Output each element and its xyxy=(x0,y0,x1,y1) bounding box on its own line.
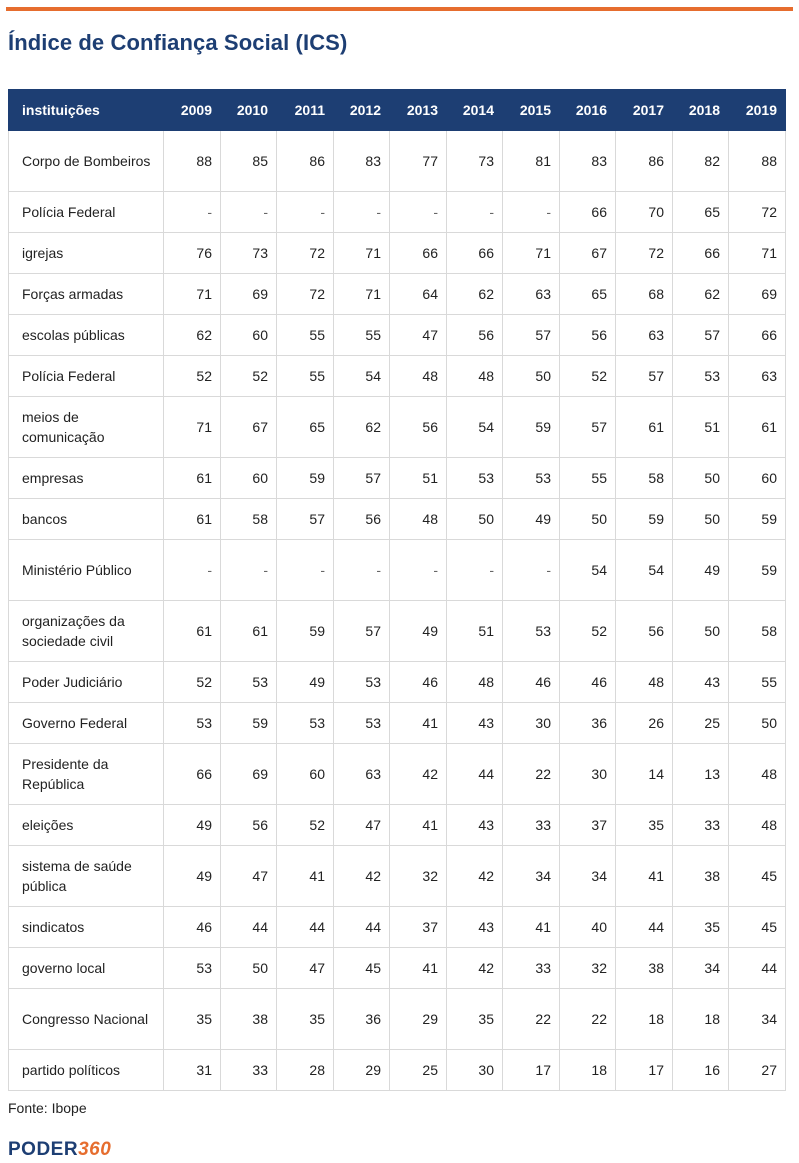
value-cell: 50 xyxy=(503,356,560,397)
value-cell: 60 xyxy=(277,744,334,805)
value-cell: 38 xyxy=(673,846,729,907)
value-cell: 62 xyxy=(673,274,729,315)
value-cell: 22 xyxy=(503,744,560,805)
value-cell: 61 xyxy=(221,601,277,662)
table-row xyxy=(9,233,786,274)
value-cell: 59 xyxy=(729,540,786,601)
value-cell: 41 xyxy=(616,846,673,907)
value-cell: 13 xyxy=(673,744,729,805)
value-cell: 18 xyxy=(673,989,729,1050)
value-cell: 60 xyxy=(221,315,277,356)
value-cell: 44 xyxy=(334,907,390,948)
value-cell: - xyxy=(164,540,221,601)
value-cell: 32 xyxy=(390,846,447,907)
value-cell: 30 xyxy=(560,744,616,805)
value-cell: 88 xyxy=(729,131,786,192)
value-cell: 43 xyxy=(447,805,503,846)
logo-text-poder: PODER xyxy=(8,1139,79,1160)
value-cell: 58 xyxy=(616,458,673,499)
value-cell: 62 xyxy=(334,397,390,458)
value-cell: 64 xyxy=(390,274,447,315)
value-cell: 58 xyxy=(729,601,786,662)
table-row xyxy=(9,274,786,315)
value-cell: 53 xyxy=(164,703,221,744)
value-cell: 55 xyxy=(277,356,334,397)
value-cell: 66 xyxy=(164,744,221,805)
value-cell: 71 xyxy=(164,274,221,315)
value-cell: 34 xyxy=(503,846,560,907)
value-cell: 71 xyxy=(729,233,786,274)
value-cell: 48 xyxy=(447,662,503,703)
value-cell: 45 xyxy=(334,948,390,989)
value-cell: 14 xyxy=(616,744,673,805)
value-cell: 41 xyxy=(277,846,334,907)
institution-name-cell: partido políticos xyxy=(9,1050,164,1091)
value-cell: 65 xyxy=(277,397,334,458)
table-row xyxy=(9,662,786,703)
table-row xyxy=(9,458,786,499)
institution-name-cell: Presidente da República xyxy=(9,744,164,805)
value-cell: 68 xyxy=(616,274,673,315)
column-header-year: 2009 xyxy=(164,90,221,131)
value-cell: 48 xyxy=(390,499,447,540)
value-cell: 34 xyxy=(673,948,729,989)
value-cell: 27 xyxy=(729,1050,786,1091)
value-cell: 50 xyxy=(447,499,503,540)
value-cell: 34 xyxy=(560,846,616,907)
value-cell: 30 xyxy=(503,703,560,744)
table-row xyxy=(9,397,786,458)
value-cell: - xyxy=(334,540,390,601)
value-cell: 35 xyxy=(616,805,673,846)
value-cell: 47 xyxy=(334,805,390,846)
value-cell: 56 xyxy=(616,601,673,662)
column-header-year: 2015 xyxy=(503,90,560,131)
value-cell: 18 xyxy=(560,1050,616,1091)
value-cell: 67 xyxy=(560,233,616,274)
value-cell: 72 xyxy=(277,233,334,274)
value-cell: 35 xyxy=(277,989,334,1050)
value-cell: 49 xyxy=(164,846,221,907)
value-cell: 81 xyxy=(503,131,560,192)
institution-name-cell: sistema de saúde pública xyxy=(9,846,164,907)
value-cell: 52 xyxy=(164,356,221,397)
value-cell: - xyxy=(277,540,334,601)
value-cell: 52 xyxy=(164,662,221,703)
value-cell: 50 xyxy=(673,499,729,540)
value-cell: 83 xyxy=(334,131,390,192)
value-cell: 61 xyxy=(729,397,786,458)
value-cell: 50 xyxy=(729,703,786,744)
value-cell: 35 xyxy=(673,907,729,948)
institution-name-cell: sindicatos xyxy=(9,907,164,948)
table-row xyxy=(9,192,786,233)
value-cell: 40 xyxy=(560,907,616,948)
value-cell: 69 xyxy=(729,274,786,315)
value-cell: 53 xyxy=(503,601,560,662)
value-cell: 44 xyxy=(221,907,277,948)
value-cell: 48 xyxy=(447,356,503,397)
value-cell: 41 xyxy=(390,948,447,989)
table-row xyxy=(9,356,786,397)
value-cell: 28 xyxy=(277,1050,334,1091)
value-cell: 50 xyxy=(221,948,277,989)
table-row xyxy=(9,989,786,1050)
institution-name-cell: Polícia Federal xyxy=(9,356,164,397)
value-cell: 54 xyxy=(447,397,503,458)
value-cell: 59 xyxy=(503,397,560,458)
value-cell: - xyxy=(277,192,334,233)
value-cell: 58 xyxy=(221,499,277,540)
value-cell: 41 xyxy=(390,703,447,744)
value-cell: 66 xyxy=(673,233,729,274)
table-row xyxy=(9,703,786,744)
value-cell: 49 xyxy=(673,540,729,601)
value-cell: 52 xyxy=(560,601,616,662)
value-cell: 66 xyxy=(447,233,503,274)
poder360-logo xyxy=(8,1139,111,1161)
value-cell: 86 xyxy=(616,131,673,192)
value-cell: 53 xyxy=(503,458,560,499)
value-cell: 38 xyxy=(616,948,673,989)
value-cell: 50 xyxy=(560,499,616,540)
value-cell: 55 xyxy=(277,315,334,356)
value-cell: 63 xyxy=(729,356,786,397)
table-row xyxy=(9,1050,786,1091)
value-cell: 67 xyxy=(221,397,277,458)
institution-name-cell: eleições xyxy=(9,805,164,846)
value-cell: 53 xyxy=(673,356,729,397)
value-cell: 42 xyxy=(334,846,390,907)
value-cell: 56 xyxy=(221,805,277,846)
value-cell: 41 xyxy=(503,907,560,948)
institution-name-cell: empresas xyxy=(9,458,164,499)
value-cell: 48 xyxy=(390,356,447,397)
table-row xyxy=(9,499,786,540)
value-cell: 42 xyxy=(447,948,503,989)
value-cell: 69 xyxy=(221,274,277,315)
value-cell: 47 xyxy=(221,846,277,907)
column-header-year: 2013 xyxy=(390,90,447,131)
institution-name-cell: bancos xyxy=(9,499,164,540)
top-accent-rule xyxy=(6,7,793,11)
table-row xyxy=(9,131,786,192)
value-cell: 43 xyxy=(673,662,729,703)
value-cell: - xyxy=(334,192,390,233)
value-cell: 47 xyxy=(277,948,334,989)
column-header-institutions: instituições xyxy=(9,90,164,131)
value-cell: 53 xyxy=(334,703,390,744)
value-cell: 51 xyxy=(673,397,729,458)
value-cell: 44 xyxy=(277,907,334,948)
ics-table xyxy=(8,89,786,1091)
value-cell: 46 xyxy=(560,662,616,703)
value-cell: 61 xyxy=(616,397,673,458)
table-row xyxy=(9,540,786,601)
value-cell: 30 xyxy=(447,1050,503,1091)
value-cell: 37 xyxy=(560,805,616,846)
value-cell: 83 xyxy=(560,131,616,192)
value-cell: 42 xyxy=(390,744,447,805)
value-cell: 22 xyxy=(560,989,616,1050)
value-cell: 59 xyxy=(616,499,673,540)
institution-name-cell: meios de comunicação xyxy=(9,397,164,458)
value-cell: 33 xyxy=(221,1050,277,1091)
value-cell: 49 xyxy=(390,601,447,662)
value-cell: 35 xyxy=(447,989,503,1050)
value-cell: 44 xyxy=(729,948,786,989)
value-cell: 60 xyxy=(221,458,277,499)
institution-name-cell: escolas públicas xyxy=(9,315,164,356)
value-cell: - xyxy=(503,192,560,233)
table-row xyxy=(9,315,786,356)
value-cell: 29 xyxy=(334,1050,390,1091)
value-cell: 36 xyxy=(560,703,616,744)
institution-name-cell: Polícia Federal xyxy=(9,192,164,233)
value-cell: 51 xyxy=(447,601,503,662)
value-cell: 73 xyxy=(447,131,503,192)
value-cell: 61 xyxy=(164,601,221,662)
value-cell: 48 xyxy=(729,805,786,846)
value-cell: 60 xyxy=(729,458,786,499)
value-cell: 48 xyxy=(616,662,673,703)
value-cell: 54 xyxy=(560,540,616,601)
value-cell: 55 xyxy=(729,662,786,703)
table-row xyxy=(9,948,786,989)
value-cell: 72 xyxy=(277,274,334,315)
column-header-year: 2019 xyxy=(729,90,786,131)
value-cell: 33 xyxy=(503,805,560,846)
institution-name-cell: Congresso Nacional xyxy=(9,989,164,1050)
value-cell: 53 xyxy=(277,703,334,744)
value-cell: 55 xyxy=(334,315,390,356)
value-cell: 22 xyxy=(503,989,560,1050)
value-cell: - xyxy=(390,540,447,601)
value-cell: 55 xyxy=(560,458,616,499)
value-cell: 53 xyxy=(447,458,503,499)
value-cell: 56 xyxy=(560,315,616,356)
value-cell: 53 xyxy=(334,662,390,703)
value-cell: - xyxy=(503,540,560,601)
value-cell: 50 xyxy=(673,601,729,662)
value-cell: 61 xyxy=(164,499,221,540)
value-cell: 34 xyxy=(729,989,786,1050)
column-header-year: 2017 xyxy=(616,90,673,131)
value-cell: 62 xyxy=(447,274,503,315)
value-cell: 71 xyxy=(164,397,221,458)
value-cell: 76 xyxy=(164,233,221,274)
value-cell: 72 xyxy=(729,192,786,233)
value-cell: 57 xyxy=(673,315,729,356)
value-cell: - xyxy=(390,192,447,233)
value-cell: 57 xyxy=(560,397,616,458)
value-cell: 50 xyxy=(673,458,729,499)
value-cell: 54 xyxy=(616,540,673,601)
value-cell: 65 xyxy=(673,192,729,233)
column-header-year: 2018 xyxy=(673,90,729,131)
value-cell: 63 xyxy=(503,274,560,315)
value-cell: 57 xyxy=(616,356,673,397)
value-cell: 44 xyxy=(616,907,673,948)
table-row xyxy=(9,601,786,662)
institution-name-cell: Poder Judiciário xyxy=(9,662,164,703)
value-cell: 66 xyxy=(390,233,447,274)
institution-name-cell: Corpo de Bombeiros xyxy=(9,131,164,192)
value-cell: 77 xyxy=(390,131,447,192)
table-row xyxy=(9,907,786,948)
value-cell: 45 xyxy=(729,907,786,948)
value-cell: 57 xyxy=(503,315,560,356)
column-header-year: 2010 xyxy=(221,90,277,131)
value-cell: 63 xyxy=(334,744,390,805)
value-cell: 38 xyxy=(221,989,277,1050)
value-cell: 47 xyxy=(390,315,447,356)
value-cell: 18 xyxy=(616,989,673,1050)
value-cell: 66 xyxy=(729,315,786,356)
ics-table-container xyxy=(8,89,785,1091)
value-cell: 54 xyxy=(334,356,390,397)
value-cell: 57 xyxy=(277,499,334,540)
value-cell: 33 xyxy=(673,805,729,846)
value-cell: 71 xyxy=(503,233,560,274)
value-cell: 65 xyxy=(560,274,616,315)
value-cell: 85 xyxy=(221,131,277,192)
value-cell: 36 xyxy=(334,989,390,1050)
source-note: Fonte: Ibope xyxy=(8,1100,87,1116)
value-cell: 49 xyxy=(503,499,560,540)
value-cell: 59 xyxy=(221,703,277,744)
institution-name-cell: Ministério Público xyxy=(9,540,164,601)
column-header-year: 2012 xyxy=(334,90,390,131)
institution-name-cell: organizações da sociedade civil xyxy=(9,601,164,662)
value-cell: 44 xyxy=(447,744,503,805)
logo-text-360: 360 xyxy=(78,1139,112,1160)
value-cell: 17 xyxy=(503,1050,560,1091)
value-cell: 59 xyxy=(729,499,786,540)
value-cell: 46 xyxy=(503,662,560,703)
value-cell: 26 xyxy=(616,703,673,744)
value-cell: 32 xyxy=(560,948,616,989)
value-cell: 52 xyxy=(277,805,334,846)
value-cell: 29 xyxy=(390,989,447,1050)
value-cell: - xyxy=(447,540,503,601)
value-cell: 48 xyxy=(729,744,786,805)
value-cell: 62 xyxy=(164,315,221,356)
column-header-year: 2016 xyxy=(560,90,616,131)
value-cell: 56 xyxy=(390,397,447,458)
column-header-year: 2014 xyxy=(447,90,503,131)
value-cell: 43 xyxy=(447,907,503,948)
value-cell: 45 xyxy=(729,846,786,907)
value-cell: 17 xyxy=(616,1050,673,1091)
value-cell: 51 xyxy=(390,458,447,499)
value-cell: 57 xyxy=(334,458,390,499)
value-cell: 25 xyxy=(390,1050,447,1091)
value-cell: 25 xyxy=(673,703,729,744)
value-cell: 46 xyxy=(164,907,221,948)
value-cell: 57 xyxy=(334,601,390,662)
value-cell: 52 xyxy=(221,356,277,397)
institution-name-cell: Forças armadas xyxy=(9,274,164,315)
value-cell: 73 xyxy=(221,233,277,274)
value-cell: 37 xyxy=(390,907,447,948)
value-cell: - xyxy=(221,192,277,233)
value-cell: 46 xyxy=(390,662,447,703)
value-cell: 43 xyxy=(447,703,503,744)
value-cell: - xyxy=(164,192,221,233)
value-cell: 86 xyxy=(277,131,334,192)
value-cell: 59 xyxy=(277,601,334,662)
value-cell: 16 xyxy=(673,1050,729,1091)
table-row xyxy=(9,744,786,805)
value-cell: 63 xyxy=(616,315,673,356)
value-cell: 53 xyxy=(221,662,277,703)
value-cell: 61 xyxy=(164,458,221,499)
value-cell: 69 xyxy=(221,744,277,805)
institution-name-cell: governo local xyxy=(9,948,164,989)
value-cell: 33 xyxy=(503,948,560,989)
value-cell: 82 xyxy=(673,131,729,192)
value-cell: 42 xyxy=(447,846,503,907)
value-cell: 88 xyxy=(164,131,221,192)
table-row xyxy=(9,805,786,846)
value-cell: 72 xyxy=(616,233,673,274)
value-cell: 31 xyxy=(164,1050,221,1091)
table-body xyxy=(9,131,786,1091)
page-title: Índice de Confiança Social (ICS) xyxy=(8,30,348,55)
value-cell: 49 xyxy=(164,805,221,846)
institution-name-cell: Governo Federal xyxy=(9,703,164,744)
value-cell: 56 xyxy=(334,499,390,540)
value-cell: 56 xyxy=(447,315,503,356)
table-header-row xyxy=(9,90,786,131)
value-cell: - xyxy=(447,192,503,233)
value-cell: 71 xyxy=(334,233,390,274)
value-cell: 49 xyxy=(277,662,334,703)
value-cell: 35 xyxy=(164,989,221,1050)
table-row xyxy=(9,846,786,907)
value-cell: - xyxy=(221,540,277,601)
column-header-year: 2011 xyxy=(277,90,334,131)
institution-name-cell: igrejas xyxy=(9,233,164,274)
value-cell: 52 xyxy=(560,356,616,397)
value-cell: 71 xyxy=(334,274,390,315)
value-cell: 53 xyxy=(164,948,221,989)
value-cell: 66 xyxy=(560,192,616,233)
value-cell: 70 xyxy=(616,192,673,233)
value-cell: 59 xyxy=(277,458,334,499)
value-cell: 41 xyxy=(390,805,447,846)
